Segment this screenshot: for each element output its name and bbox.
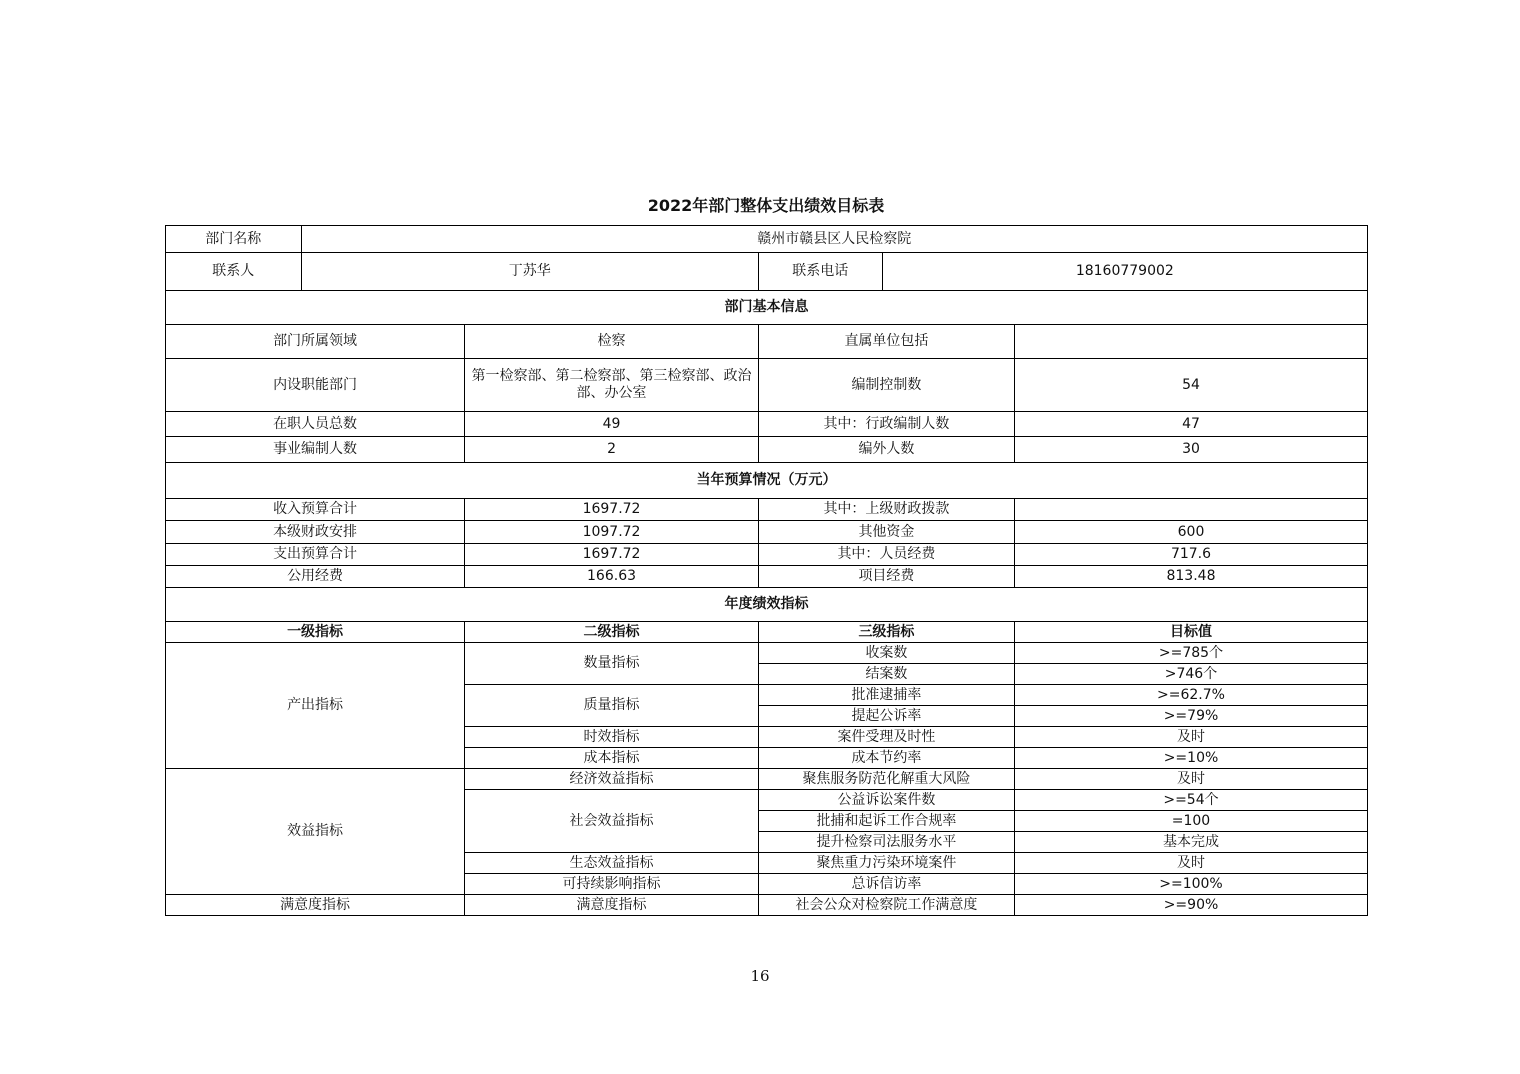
depts-label: 内设职能部门 (166, 359, 465, 412)
target-cell: 及时 (1014, 727, 1367, 748)
staff-value: 49 (465, 412, 759, 437)
level2-cell: 满意度指标 (465, 895, 759, 916)
table-row (166, 253, 1368, 291)
quota-value: 54 (1014, 359, 1367, 412)
level3-cell: 收案数 (758, 643, 1014, 664)
level1-cell: 效益指标 (166, 769, 465, 895)
level3-cell: 聚焦服务防范化解重大风险 (758, 769, 1014, 790)
public-value: 2 (465, 437, 759, 463)
level3-cell: 批准逮捕率 (758, 685, 1014, 706)
level3-cell: 公益诉讼案件数 (758, 790, 1014, 811)
table-row (166, 895, 1368, 916)
phone-label: 联系电话 (758, 253, 882, 291)
target-cell: 及时 (1014, 769, 1367, 790)
table-row (166, 359, 1368, 412)
target-cell: =100 (1014, 811, 1367, 832)
budget-label: 其中：上级财政拨款 (758, 499, 1014, 521)
level3-cell: 提起公诉率 (758, 706, 1014, 727)
table-row (166, 622, 1368, 643)
level1-cell: 产出指标 (166, 643, 465, 769)
level3-cell: 社会公众对检察院工作满意度 (758, 895, 1014, 916)
level3-cell: 总诉信访率 (758, 874, 1014, 895)
budget-value: 813.48 (1014, 566, 1367, 588)
level2-cell: 社会效益指标 (465, 790, 759, 853)
outside-value: 30 (1014, 437, 1367, 463)
target-cell: >=62.7% (1014, 685, 1367, 706)
admin-label: 其中：行政编制人数 (758, 412, 1014, 437)
subunit-value (1014, 325, 1367, 359)
table-row (166, 566, 1368, 588)
staff-label: 在职人员总数 (166, 412, 465, 437)
budget-label: 本级财政安排 (166, 521, 465, 544)
table-row (166, 437, 1368, 463)
section-row (166, 463, 1368, 499)
budget-value: 717.6 (1014, 544, 1367, 566)
contact-value: 丁苏华 (301, 253, 758, 291)
depts-value: 第一检察部、第二检察部、第三检察部、政治部、办公室 (465, 359, 759, 412)
budget-label: 公用经费 (166, 566, 465, 588)
target-cell: >=100% (1014, 874, 1367, 895)
budget-section-title: 当年预算情况（万元） (166, 463, 1368, 499)
target-cell: 及时 (1014, 853, 1367, 874)
perf-section-title: 年度绩效指标 (166, 588, 1368, 622)
section-row (166, 291, 1368, 325)
budget-label: 收入预算合计 (166, 499, 465, 521)
dept-name-value: 赣州市赣县区人民检察院 (301, 226, 1367, 253)
level2-cell: 生态效益指标 (465, 853, 759, 874)
budget-label: 其中：人员经费 (758, 544, 1014, 566)
perf-header-level2: 二级指标 (465, 622, 759, 643)
target-cell: >746个 (1014, 664, 1367, 685)
phone-value: 18160779002 (882, 253, 1367, 291)
budget-value: 600 (1014, 521, 1367, 544)
budget-value (1014, 499, 1367, 521)
quota-label: 编制控制数 (758, 359, 1014, 412)
budget-label: 支出预算合计 (166, 544, 465, 566)
subunit-label: 直属单位包括 (758, 325, 1014, 359)
budget-label: 其他资金 (758, 521, 1014, 544)
level2-cell: 数量指标 (465, 643, 759, 685)
perf-header-target: 目标值 (1014, 622, 1367, 643)
target-cell: >=10% (1014, 748, 1367, 769)
level2-cell: 成本指标 (465, 748, 759, 769)
admin-value: 47 (1014, 412, 1367, 437)
table-title: 2022年部门整体支出绩效目标表 (647, 196, 885, 215)
budget-value: 1697.72 (465, 544, 759, 566)
field-label: 部门所属领域 (166, 325, 465, 359)
table-row (166, 499, 1368, 521)
table-row (166, 769, 1368, 790)
level3-cell: 成本节约率 (758, 748, 1014, 769)
target-cell: >=785个 (1014, 643, 1367, 664)
table-row (166, 412, 1368, 437)
contact-label: 联系人 (166, 253, 302, 291)
target-cell: >=79% (1014, 706, 1367, 727)
outside-label: 编外人数 (758, 437, 1014, 463)
target-cell: 基本完成 (1014, 832, 1367, 853)
table-row (166, 325, 1368, 359)
dept-name-label: 部门名称 (166, 226, 302, 253)
level2-cell: 可持续影响指标 (465, 874, 759, 895)
level3-cell: 聚焦重力污染环境案件 (758, 853, 1014, 874)
table-row (166, 643, 1368, 664)
level3-cell: 结案数 (758, 664, 1014, 685)
table-row (166, 521, 1368, 544)
field-value: 检察 (465, 325, 759, 359)
level3-cell: 批捕和起诉工作合规率 (758, 811, 1014, 832)
page-number: 16 (750, 967, 770, 985)
level3-cell: 提升检察司法服务水平 (758, 832, 1014, 853)
level3-cell: 案件受理及时性 (758, 727, 1014, 748)
level2-cell: 经济效益指标 (465, 769, 759, 790)
perf-header-level1: 一级指标 (166, 622, 465, 643)
budget-value: 1097.72 (465, 521, 759, 544)
performance-table (165, 225, 1368, 916)
budget-value: 1697.72 (465, 499, 759, 521)
perf-header-level3: 三级指标 (758, 622, 1014, 643)
table-row (166, 226, 1368, 253)
section-row (166, 588, 1368, 622)
basic-section-title: 部门基本信息 (166, 291, 1368, 325)
budget-value: 166.63 (465, 566, 759, 588)
target-cell: >=90% (1014, 895, 1367, 916)
public-label: 事业编制人数 (166, 437, 465, 463)
budget-label: 项目经费 (758, 566, 1014, 588)
level2-cell: 质量指标 (465, 685, 759, 727)
table-row (166, 544, 1368, 566)
target-cell: >=54个 (1014, 790, 1367, 811)
level2-cell: 时效指标 (465, 727, 759, 748)
level1-cell: 满意度指标 (166, 895, 465, 916)
